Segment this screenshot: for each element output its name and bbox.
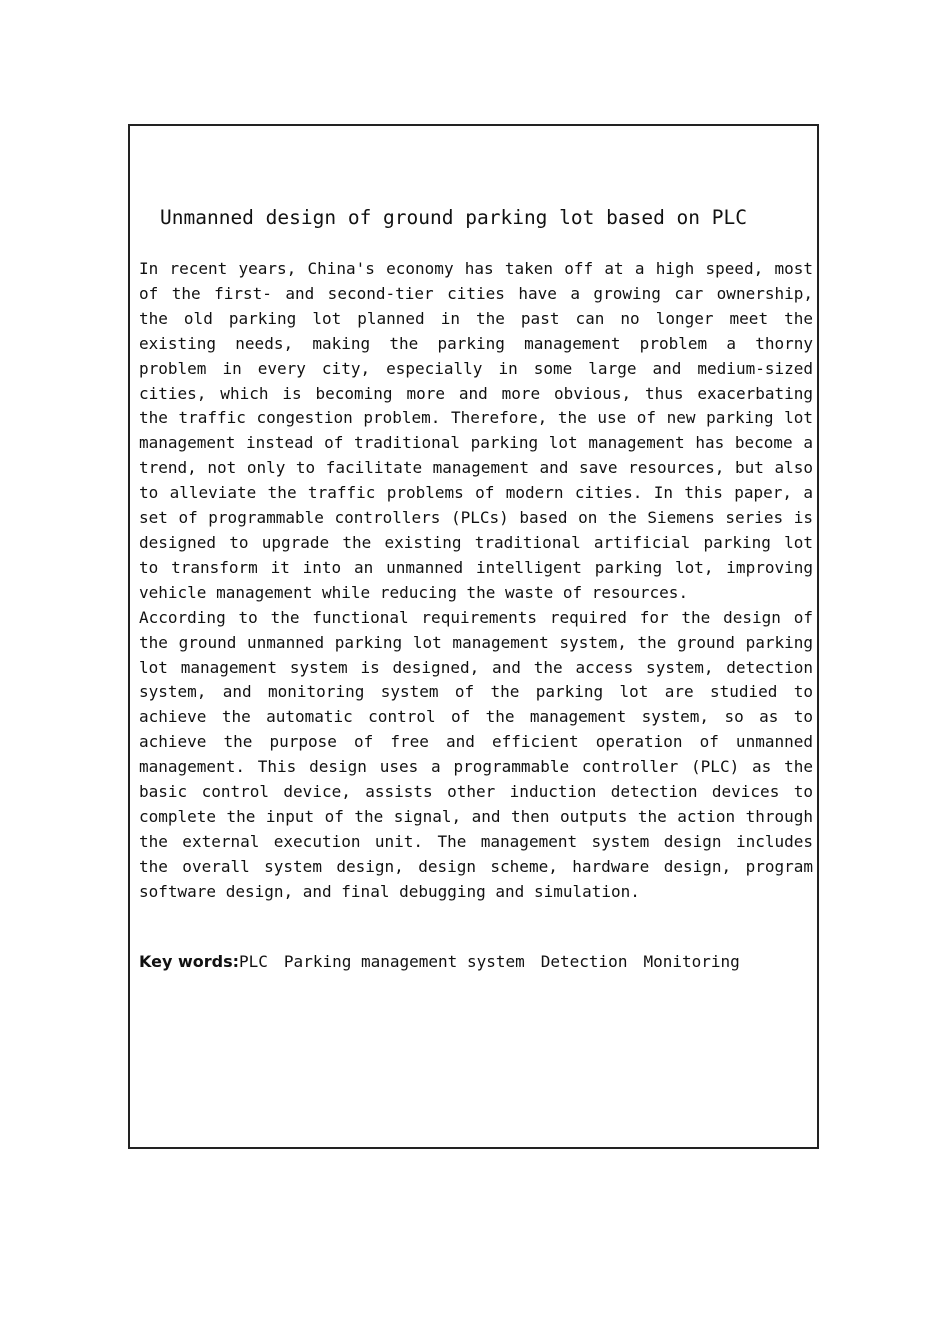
keywords-line: [139, 952, 756, 971]
abstract-body: [139, 257, 813, 905]
keyword-item: Monitoring: [643, 952, 740, 971]
keyword-item: Parking management system: [283, 952, 525, 971]
keywords-separator: :: [232, 952, 240, 971]
document-title: Unmanned design of ground parking lot based on PLC: [160, 206, 747, 229]
abstract-frame: [128, 124, 819, 1149]
keywords-label: Key words: [139, 952, 233, 971]
abstract-paragraph-1: In recent years, China's economy has taken off at a high speed, most of the first- and second-tier cities have a growing car ownership, the old parking lot planned in the past can no longer meet the existing needs, making the parking management problem a thorny problem in every city, especially in some large and medium-sized cities, which is becoming more and more obvious, thus exacerbating the traffic congestion problem. Therefore, the use of new parking lot management instead of traditional parking lot management has become a trend, not only to facilitate management and save resources, but also to alleviate the traffic problems of modern cities. In this paper, a set of programmable controllers (PLCs) based on the Siemens series is designed to upgrade the existing traditional artificial parking lot to transform it into an unmanned intelligent parking lot, improving vehicle management while reducing the waste of resources.: [139, 259, 813, 602]
keyword-item: PLC: [239, 952, 268, 971]
keyword-item: Detection: [540, 952, 628, 971]
abstract-paragraph-2: According to the functional requirements required for the design of the ground unmanned parking lot management system, the ground parking lot management system is designed, and the access system, detection system, and monitoring system of the parking lot are studied to achieve the automatic control of the management system, so as to achieve the purpose of free and efficient operation of unmanned management. This design uses a programmable controller (PLC) as the basic control device, assists other induction detection devices to complete the input of the signal, and then outputs the action through the external execution unit. The management system design includes the overall system design, design scheme, hardware design, program software design, and final debugging and simulation.: [139, 607, 813, 901]
